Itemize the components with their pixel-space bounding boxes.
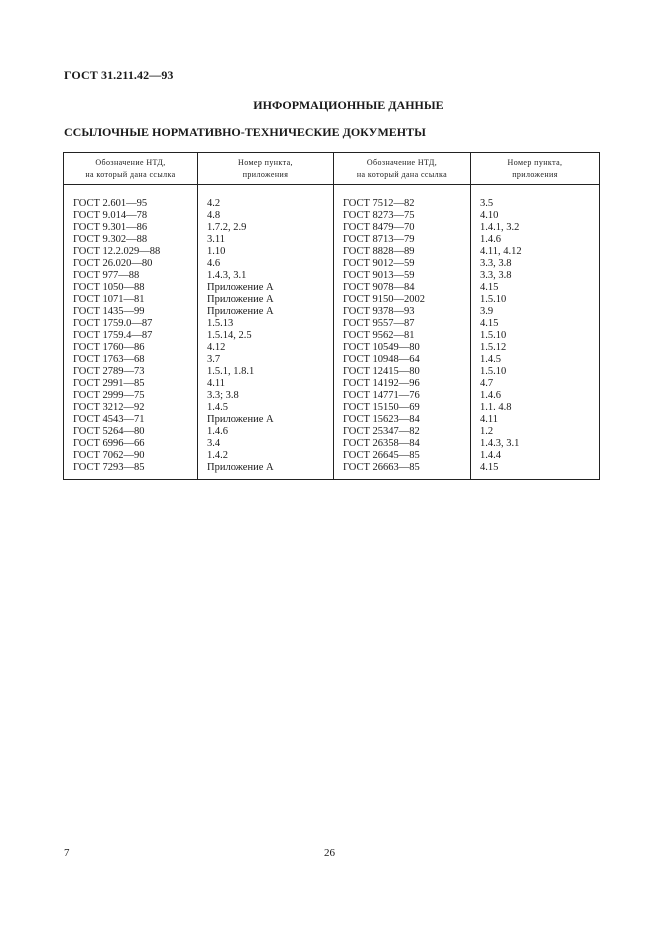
table-row — [64, 366, 600, 378]
header-line: приложения — [512, 169, 558, 179]
cell-clause-right: 4.15 — [471, 462, 600, 480]
cell-designation-right: ГОСТ 9378—93 — [334, 306, 471, 318]
table-row — [64, 438, 600, 450]
table-row — [64, 270, 600, 282]
table-row — [64, 450, 600, 462]
cell-designation-right: ГОСТ 9557—87 — [334, 318, 471, 330]
table-title: ССЫЛОЧНЫЕ НОРМАТИВНО-ТЕХНИЧЕСКИЕ ДОКУМЕНТЫ — [64, 125, 426, 139]
cell-clause-left: 1.5.14, 2.5 — [198, 330, 334, 342]
table-row — [64, 185, 600, 211]
cell-designation-right: ГОСТ 9078—84 — [334, 282, 471, 294]
cell-designation-left: ГОСТ 2.601—95 — [64, 185, 198, 211]
cell-clause-right: 1.4.5 — [471, 354, 600, 366]
cell-designation-left: ГОСТ 1760—86 — [64, 342, 198, 354]
cell-designation-left: ГОСТ 4543—71 — [64, 414, 198, 426]
cell-clause-right: 1.4.6 — [471, 234, 600, 246]
header-designation-left — [64, 153, 198, 185]
header-designation-right — [334, 153, 471, 185]
cell-clause-left: 1.5.13 — [198, 318, 334, 330]
table-row — [64, 402, 600, 414]
cell-clause-right: 1.5.10 — [471, 366, 600, 378]
cell-designation-right: ГОСТ 15150—69 — [334, 402, 471, 414]
cell-clause-right: 4.11, 4.12 — [471, 246, 600, 258]
cell-clause-right: 3.5 — [471, 185, 600, 211]
header-line: Обозначение НТД, — [95, 157, 166, 167]
table-row — [64, 222, 600, 234]
cell-clause-left: 3.4 — [198, 438, 334, 450]
header-line: Номер пункта, — [507, 157, 563, 167]
references-table — [63, 152, 600, 480]
cell-clause-left: 1.4.6 — [198, 426, 334, 438]
cell-designation-right: ГОСТ 9012—59 — [334, 258, 471, 270]
cell-designation-left: ГОСТ 26.020—80 — [64, 258, 198, 270]
cell-clause-right: 1.1. 4.8 — [471, 402, 600, 414]
table-body — [64, 185, 600, 480]
cell-clause-right: 1.4.6 — [471, 390, 600, 402]
table-row — [64, 378, 600, 390]
table-row — [64, 258, 600, 270]
cell-clause-left: 1.4.3, 3.1 — [198, 270, 334, 282]
cell-clause-right: 3.9 — [471, 306, 600, 318]
header-line: Обозначение НТД, — [366, 157, 438, 167]
cell-designation-right: ГОСТ 9013—59 — [334, 270, 471, 282]
cell-designation-left: ГОСТ 1071—81 — [64, 294, 198, 306]
table-row — [64, 414, 600, 426]
cell-designation-right: ГОСТ 8273—75 — [334, 210, 471, 222]
cell-clause-left: 3.11 — [198, 234, 334, 246]
footer-left-number: 7 — [64, 847, 70, 859]
cell-clause-right: 3.3, 3.8 — [471, 258, 600, 270]
cell-clause-left: 1.5.1, 1.8.1 — [198, 366, 334, 378]
cell-clause-right: 4.7 — [471, 378, 600, 390]
cell-designation-left: ГОСТ 1759.0—87 — [64, 318, 198, 330]
table-row — [64, 342, 600, 354]
cell-clause-right: 4.10 — [471, 210, 600, 222]
cell-designation-left: ГОСТ 12.2.029—88 — [64, 246, 198, 258]
cell-designation-left: ГОСТ 5264—80 — [64, 426, 198, 438]
cell-designation-left: ГОСТ 2789—73 — [64, 366, 198, 378]
table-row — [64, 390, 600, 402]
cell-clause-right: 3.3, 3.8 — [471, 270, 600, 282]
cell-designation-right: ГОСТ 26358—84 — [334, 438, 471, 450]
cell-clause-left: 4.11 — [198, 378, 334, 390]
table-row — [64, 282, 600, 294]
cell-clause-left: Приложение А — [198, 282, 334, 294]
cell-designation-right: ГОСТ 10549—80 — [334, 342, 471, 354]
cell-designation-right: ГОСТ 8479—70 — [334, 222, 471, 234]
cell-designation-left: ГОСТ 9.301—86 — [64, 222, 198, 234]
cell-clause-left: Приложение А — [198, 306, 334, 318]
cell-designation-left: ГОСТ 977—88 — [64, 270, 198, 282]
header-line: Номер пункта, — [238, 157, 293, 167]
cell-designation-right: ГОСТ 10948—64 — [334, 354, 471, 366]
table-row — [64, 306, 600, 318]
cell-clause-right: 4.15 — [471, 282, 600, 294]
cell-clause-right: 1.4.3, 3.1 — [471, 438, 600, 450]
table-row — [64, 246, 600, 258]
table-row — [64, 318, 600, 330]
cell-clause-left: 4.6 — [198, 258, 334, 270]
cell-designation-left: ГОСТ 6996—66 — [64, 438, 198, 450]
section-title: ИНФОРМАЦИОННЫЕ ДАННЫЕ — [253, 98, 444, 112]
cell-designation-right: ГОСТ 14771—76 — [334, 390, 471, 402]
cell-designation-right: ГОСТ 9562—81 — [334, 330, 471, 342]
table-row — [64, 234, 600, 246]
cell-clause-left: Приложение А — [198, 462, 334, 480]
page-number: 26 — [324, 847, 335, 859]
cell-designation-left: ГОСТ 7293—85 — [64, 462, 198, 480]
cell-clause-left: 3.3; 3.8 — [198, 390, 334, 402]
cell-clause-right: 1.5.10 — [471, 330, 600, 342]
cell-clause-left: Приложение А — [198, 294, 334, 306]
table-row — [64, 294, 600, 306]
cell-designation-right: ГОСТ 15623—84 — [334, 414, 471, 426]
header-line: на который дана ссылка — [356, 169, 448, 179]
table-row — [64, 210, 600, 222]
cell-designation-left: ГОСТ 1763—68 — [64, 354, 198, 366]
cell-clause-left: 4.12 — [198, 342, 334, 354]
cell-designation-left: ГОСТ 3212—92 — [64, 402, 198, 414]
cell-clause-left: 3.7 — [198, 354, 334, 366]
cell-designation-right: ГОСТ 8713—79 — [334, 234, 471, 246]
cell-designation-right: ГОСТ 7512—82 — [334, 185, 471, 211]
cell-designation-left: ГОСТ 1435—99 — [64, 306, 198, 318]
cell-designation-left: ГОСТ 9.014—78 — [64, 210, 198, 222]
table-header-row — [64, 153, 600, 185]
cell-clause-right: 4.11 — [471, 414, 600, 426]
cell-designation-left: ГОСТ 1759.4—87 — [64, 330, 198, 342]
header-line: приложения — [242, 169, 289, 179]
table-row — [64, 426, 600, 438]
cell-clause-right: 1.5.10 — [471, 294, 600, 306]
cell-designation-right: ГОСТ 9150—2002 — [334, 294, 471, 306]
document-code: ГОСТ 31.211.42—93 — [64, 68, 174, 82]
cell-designation-right: ГОСТ 25347—82 — [334, 426, 471, 438]
header-line: на который дана ссылка — [85, 169, 176, 179]
cell-clause-left: 1.4.5 — [198, 402, 334, 414]
cell-clause-right: 1.4.1, 3.2 — [471, 222, 600, 234]
cell-clause-right: 1.4.4 — [471, 450, 600, 462]
cell-clause-left: 4.2 — [198, 185, 334, 211]
cell-designation-right: ГОСТ 8828—89 — [334, 246, 471, 258]
cell-clause-left: 1.4.2 — [198, 450, 334, 462]
cell-designation-left: ГОСТ 2991—85 — [64, 378, 198, 390]
table-row — [64, 330, 600, 342]
header-clause-left — [198, 153, 334, 185]
cell-clause-left: 1.7.2, 2.9 — [198, 222, 334, 234]
cell-designation-right: ГОСТ 14192—96 — [334, 378, 471, 390]
cell-clause-right: 4.15 — [471, 318, 600, 330]
cell-clause-left: Приложение А — [198, 414, 334, 426]
table-row — [64, 354, 600, 366]
table-row — [64, 462, 600, 480]
cell-designation-right: ГОСТ 12415—80 — [334, 366, 471, 378]
header-clause-right — [471, 153, 600, 185]
cell-clause-left: 1.10 — [198, 246, 334, 258]
cell-designation-right: ГОСТ 26645—85 — [334, 450, 471, 462]
cell-designation-left: ГОСТ 2999—75 — [64, 390, 198, 402]
cell-designation-left: ГОСТ 1050—88 — [64, 282, 198, 294]
cell-designation-right: ГОСТ 26663—85 — [334, 462, 471, 480]
cell-designation-left: ГОСТ 9.302—88 — [64, 234, 198, 246]
cell-clause-right: 1.5.12 — [471, 342, 600, 354]
cell-clause-right: 1.2 — [471, 426, 600, 438]
cell-designation-left: ГОСТ 7062—90 — [64, 450, 198, 462]
cell-clause-left: 4.8 — [198, 210, 334, 222]
